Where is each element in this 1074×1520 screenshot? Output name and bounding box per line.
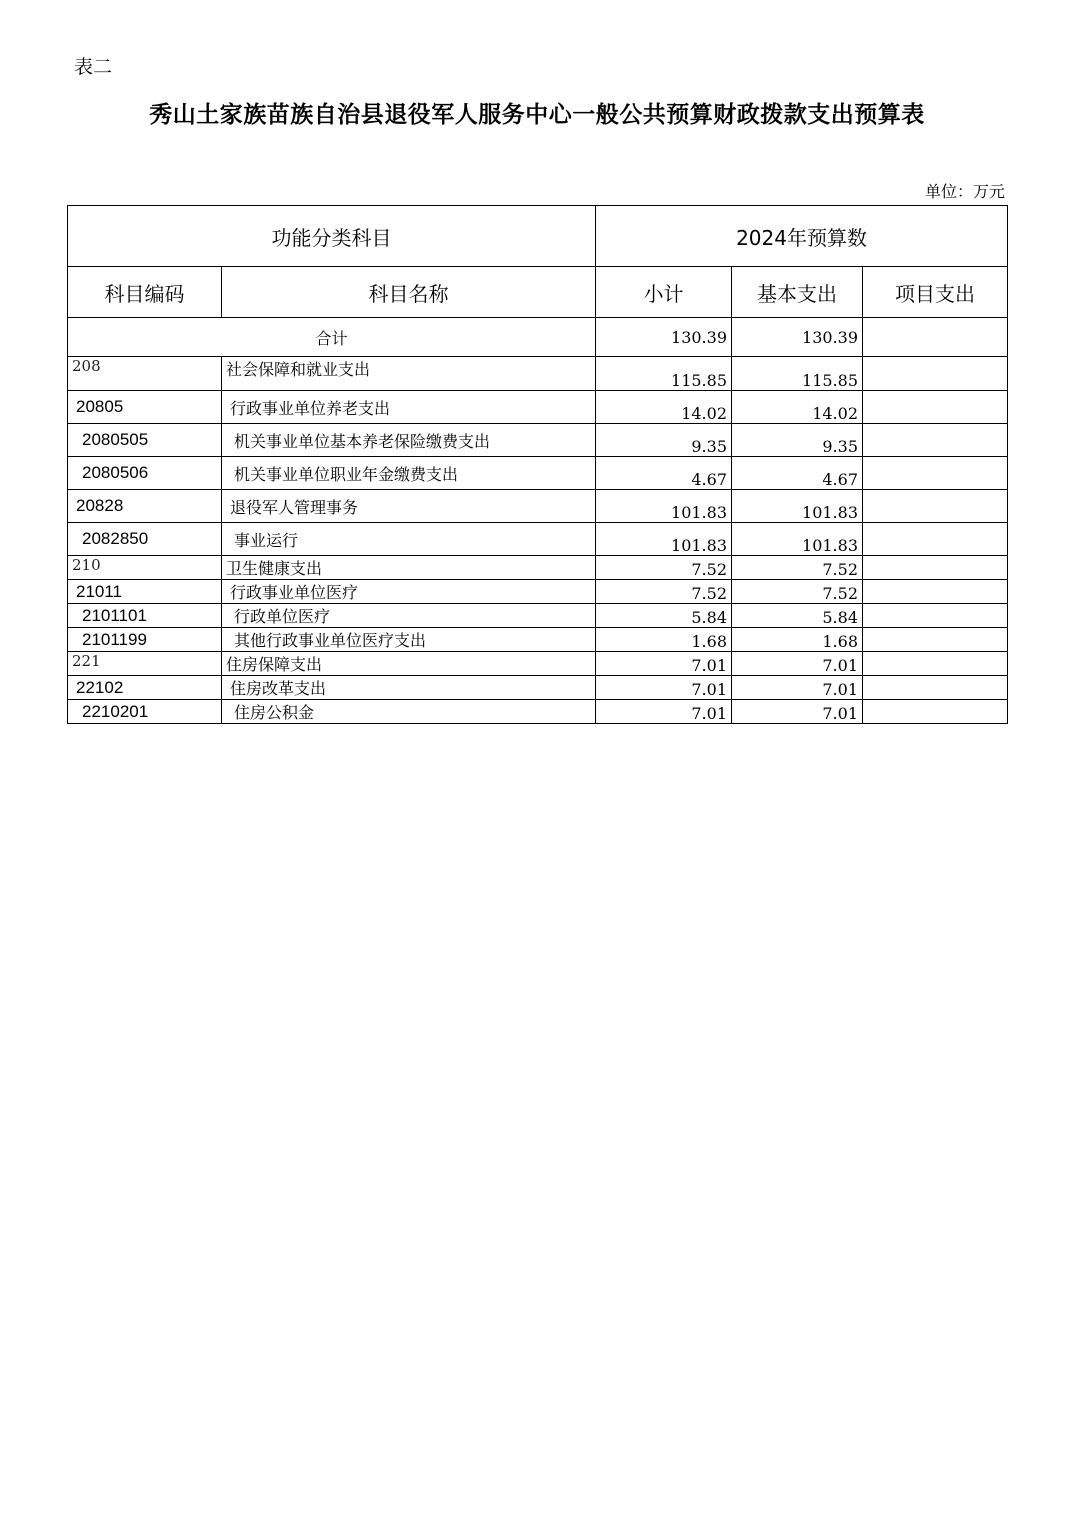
page-title: 秀山土家族苗族自治县退役军人服务中心一般公共预算财政拨款支出预算表 bbox=[149, 102, 925, 128]
row-subtotal: 7.52 bbox=[596, 580, 732, 604]
row-subtotal: 14.02 bbox=[596, 391, 732, 424]
table-row bbox=[68, 357, 1008, 391]
row-name: 行政单位医疗 bbox=[222, 604, 596, 628]
header-subtotal: 小计 bbox=[596, 267, 732, 318]
row-name: 退役军人管理事务 bbox=[222, 490, 596, 523]
row-subtotal: 9.35 bbox=[596, 424, 732, 457]
row-code: 20828 bbox=[68, 490, 222, 523]
row-subtotal: 7.01 bbox=[596, 700, 732, 724]
table-row bbox=[68, 604, 1008, 628]
row-subtotal: 101.83 bbox=[596, 490, 732, 523]
row-basic: 7.01 bbox=[732, 676, 863, 700]
row-subtotal: 7.52 bbox=[596, 556, 732, 580]
row-code: 20805 bbox=[68, 391, 222, 424]
header-classification: 功能分类科目 bbox=[68, 206, 596, 267]
row-basic: 101.83 bbox=[732, 523, 863, 556]
row-basic: 5.84 bbox=[732, 604, 863, 628]
row-subtotal: 101.83 bbox=[596, 523, 732, 556]
row-code: 2210201 bbox=[68, 700, 222, 724]
row-basic: 7.52 bbox=[732, 556, 863, 580]
header-row-columns bbox=[68, 267, 1008, 318]
row-project bbox=[863, 490, 1008, 523]
row-code: 2101101 bbox=[68, 604, 222, 628]
row-project bbox=[863, 604, 1008, 628]
row-code: 221 bbox=[68, 652, 222, 676]
row-name: 机关事业单位职业年金缴费支出 bbox=[222, 457, 596, 490]
unit-label: 单位：万元 bbox=[924, 182, 1005, 201]
table-row bbox=[68, 700, 1008, 724]
row-project bbox=[863, 391, 1008, 424]
row-project bbox=[863, 652, 1008, 676]
row-name: 行政事业单位养老支出 bbox=[222, 391, 596, 424]
row-subtotal: 7.01 bbox=[596, 652, 732, 676]
row-basic: 14.02 bbox=[732, 391, 863, 424]
row-subtotal: 4.67 bbox=[596, 457, 732, 490]
header-project: 项目支出 bbox=[863, 267, 1008, 318]
row-name: 事业运行 bbox=[222, 523, 596, 556]
table-row bbox=[68, 628, 1008, 652]
header-code: 科目编码 bbox=[68, 267, 222, 318]
row-name: 其他行政事业单位医疗支出 bbox=[222, 628, 596, 652]
row-basic: 101.83 bbox=[732, 490, 863, 523]
row-name: 机关事业单位基本养老保险缴费支出 bbox=[222, 424, 596, 457]
row-subtotal: 1.68 bbox=[596, 628, 732, 652]
row-code: 21011 bbox=[68, 580, 222, 604]
row-project bbox=[863, 580, 1008, 604]
table-label: 表二 bbox=[74, 56, 113, 78]
table-row bbox=[68, 676, 1008, 700]
row-basic: 115.85 bbox=[732, 357, 863, 391]
row-code: 2082850 bbox=[68, 523, 222, 556]
row-basic: 7.52 bbox=[732, 580, 863, 604]
row-project bbox=[863, 556, 1008, 580]
row-code: 208 bbox=[68, 357, 222, 391]
row-name: 住房改革支出 bbox=[222, 676, 596, 700]
table-row bbox=[68, 391, 1008, 424]
row-project bbox=[863, 457, 1008, 490]
header-row-group bbox=[68, 206, 1008, 267]
table-row bbox=[68, 523, 1008, 556]
table-row bbox=[68, 490, 1008, 523]
total-subtotal: 130.39 bbox=[596, 318, 732, 357]
row-code: 210 bbox=[68, 556, 222, 580]
row-code: 22102 bbox=[68, 676, 222, 700]
table-row bbox=[68, 556, 1008, 580]
row-project bbox=[863, 676, 1008, 700]
row-basic: 4.67 bbox=[732, 457, 863, 490]
table-row bbox=[68, 652, 1008, 676]
row-name: 住房公积金 bbox=[222, 700, 596, 724]
row-subtotal: 7.01 bbox=[596, 676, 732, 700]
row-basic: 1.68 bbox=[732, 628, 863, 652]
row-basic: 7.01 bbox=[732, 652, 863, 676]
total-basic: 130.39 bbox=[732, 318, 863, 357]
row-code: 2101199 bbox=[68, 628, 222, 652]
header-budget-year: 2024年预算数 bbox=[596, 206, 1008, 267]
row-project bbox=[863, 424, 1008, 457]
row-project bbox=[863, 700, 1008, 724]
row-subtotal: 5.84 bbox=[596, 604, 732, 628]
row-code: 2080505 bbox=[68, 424, 222, 457]
row-project bbox=[863, 628, 1008, 652]
table-row bbox=[68, 457, 1008, 490]
header-name: 科目名称 bbox=[222, 267, 596, 318]
row-name: 卫生健康支出 bbox=[222, 556, 596, 580]
header-basic: 基本支出 bbox=[732, 267, 863, 318]
total-row bbox=[68, 318, 1008, 357]
total-project bbox=[863, 318, 1008, 357]
budget-table bbox=[67, 205, 1008, 724]
row-subtotal: 115.85 bbox=[596, 357, 732, 391]
row-project bbox=[863, 357, 1008, 391]
row-name: 社会保障和就业支出 bbox=[222, 357, 596, 391]
table-row bbox=[68, 424, 1008, 457]
total-label: 合计 bbox=[68, 318, 596, 357]
row-name: 住房保障支出 bbox=[222, 652, 596, 676]
row-project bbox=[863, 523, 1008, 556]
row-name: 行政事业单位医疗 bbox=[222, 580, 596, 604]
row-basic: 7.01 bbox=[732, 700, 863, 724]
row-basic: 9.35 bbox=[732, 424, 863, 457]
row-code: 2080506 bbox=[68, 457, 222, 490]
table-row bbox=[68, 580, 1008, 604]
